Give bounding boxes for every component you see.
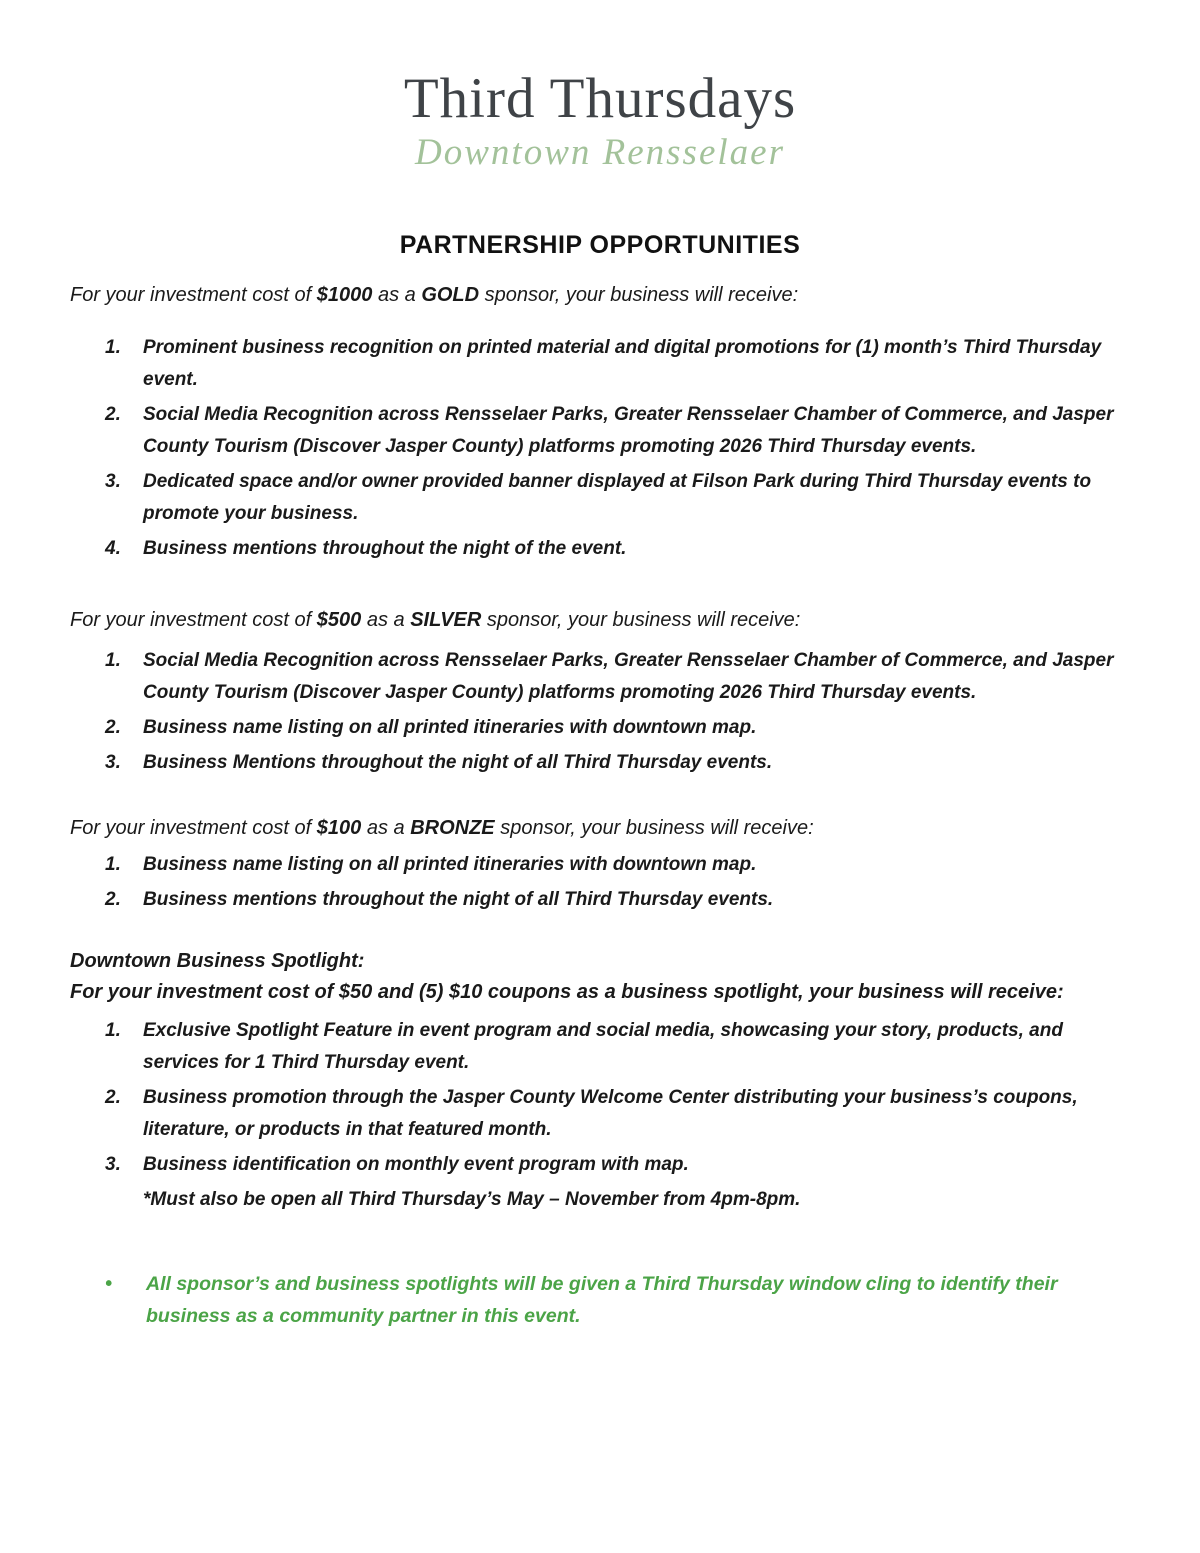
document-body [70, 282, 1130, 1216]
page-title: PARTNERSHIP OPPORTUNITIES [399, 231, 801, 260]
intro-text: For your investment cost of [70, 817, 317, 840]
list-item [70, 533, 1130, 565]
intro-text: as a [361, 609, 411, 632]
list-item-note: *Must also be open all Third Thursday’s May – November from 4pm-8pm. [143, 1189, 801, 1211]
list-item [70, 645, 1130, 709]
silver-section-list [70, 645, 1130, 779]
list-item-number: 4. [105, 538, 121, 560]
list-item-text: Business Mentions throughout the night of all Third Thursday events. [143, 752, 773, 774]
intro-text: sponsor, your business will receive: [479, 284, 799, 307]
spotlight-section-heading: Downtown Business Spotlight: [70, 950, 365, 973]
gold-section [70, 282, 1130, 565]
logo [0, 0, 1200, 175]
list-item-text: Business name listing on all printed itineraries with downtown map. [143, 854, 757, 876]
spotlight-section-list [70, 1015, 1130, 1216]
list-item-text: Social Media Recognition across Rensselaer Parks, Greater Rensselaer Chamber of Commerce, and Jasper County Tourism (Discover Jasper County) platforms promoting 2026 Third Thursday events. [143, 650, 1114, 704]
list-item-text: Business mentions throughout the night of the event. [143, 538, 627, 560]
logo-title: Third Thursdays [403, 67, 797, 130]
list-item [70, 1015, 1130, 1079]
intro-text: sponsor, your business will receive: [481, 609, 801, 632]
list-item [70, 332, 1130, 396]
silver-section [70, 607, 1130, 779]
footnote [70, 1268, 1130, 1332]
spotlight-section [70, 948, 1130, 1216]
list-item [70, 884, 1130, 916]
spotlight-section-intro [70, 979, 1130, 1005]
silver-section-intro [70, 607, 1130, 633]
intro-bold-text: SILVER [410, 609, 482, 632]
list-item-number: 1. [105, 854, 121, 876]
gold-section-intro [70, 282, 1130, 308]
list-item-number: 1. [105, 1020, 121, 1042]
list-item-text: Prominent business recognition on printed material and digital promotions for (1) month’s Third Thursday event. [143, 337, 1102, 391]
list-item-number: 3. [105, 752, 121, 774]
list-item-text: Business identification on monthly event program with map. [143, 1154, 689, 1176]
list-item-number: 2. [105, 717, 121, 739]
intro-text: as a [361, 817, 411, 840]
list-item-number: 3. [105, 471, 121, 493]
gold-section-list [70, 332, 1130, 565]
list-item-text: Exclusive Spotlight Feature in event program and social media, showcasing your story, products, and services for 1 Third Thursday event. [143, 1020, 1063, 1074]
list-item-number: 1. [105, 337, 121, 359]
list-item-number: 2. [105, 404, 121, 426]
list-item-number: 2. [105, 1087, 121, 1109]
list-item [70, 1149, 1130, 1181]
intro-bold-text: $100 [316, 817, 362, 840]
list-item [70, 466, 1130, 530]
list-item-text: Business name listing on all printed itineraries with downtown map. [143, 717, 757, 739]
list-item-number: 2. [105, 889, 121, 911]
intro-bold-text: BRONZE [410, 817, 495, 840]
footnote-text: All sponsor’s and business spotlights will be given a Third Thursday window cling to identify their business as a community partner in this event. [146, 1273, 1058, 1328]
logo-subtitle: Downtown Rensselaer [415, 132, 785, 173]
list-item-number: 3. [105, 1154, 121, 1176]
intro-text: sponsor, your business will receive: [494, 817, 814, 840]
bronze-section-list [70, 849, 1130, 916]
list-item-text: Social Media Recognition across Rensselaer Parks, Greater Rensselaer Chamber of Commerce, and Jasper County Tourism (Discover Jasper County) platforms promoting 2026 Third Thursday events. [143, 404, 1114, 458]
list-item [70, 849, 1130, 881]
list-item [70, 747, 1130, 779]
list-item-number: 1. [105, 650, 121, 672]
list-item [70, 1082, 1130, 1146]
intro-bold-text: GOLD [421, 284, 480, 307]
intro-bold-text: $1000 [316, 284, 373, 307]
list-item-text: Dedicated space and/or owner provided banner displayed at Filson Park during Third Thursday events to promote your business. [143, 471, 1092, 525]
intro-bold-text: For your investment cost of $50 and (5) $10 coupons as a business spotlight, your business will receive: [70, 981, 1064, 1004]
bullet-icon: • [105, 1273, 113, 1296]
intro-text: For your investment cost of [70, 609, 317, 632]
intro-text: as a [372, 284, 422, 307]
intro-text: For your investment cost of [70, 284, 317, 307]
intro-bold-text: $500 [316, 609, 362, 632]
list-item-text: Business promotion through the Jasper County Welcome Center distributing your business’s coupons, literature, or products in that featured month. [143, 1087, 1078, 1141]
list-item-text: Business mentions throughout the night of all Third Thursday events. [143, 889, 774, 911]
bronze-section [70, 815, 1130, 916]
list-item [70, 712, 1130, 744]
bronze-section-intro [70, 815, 1130, 841]
list-item [70, 399, 1130, 463]
